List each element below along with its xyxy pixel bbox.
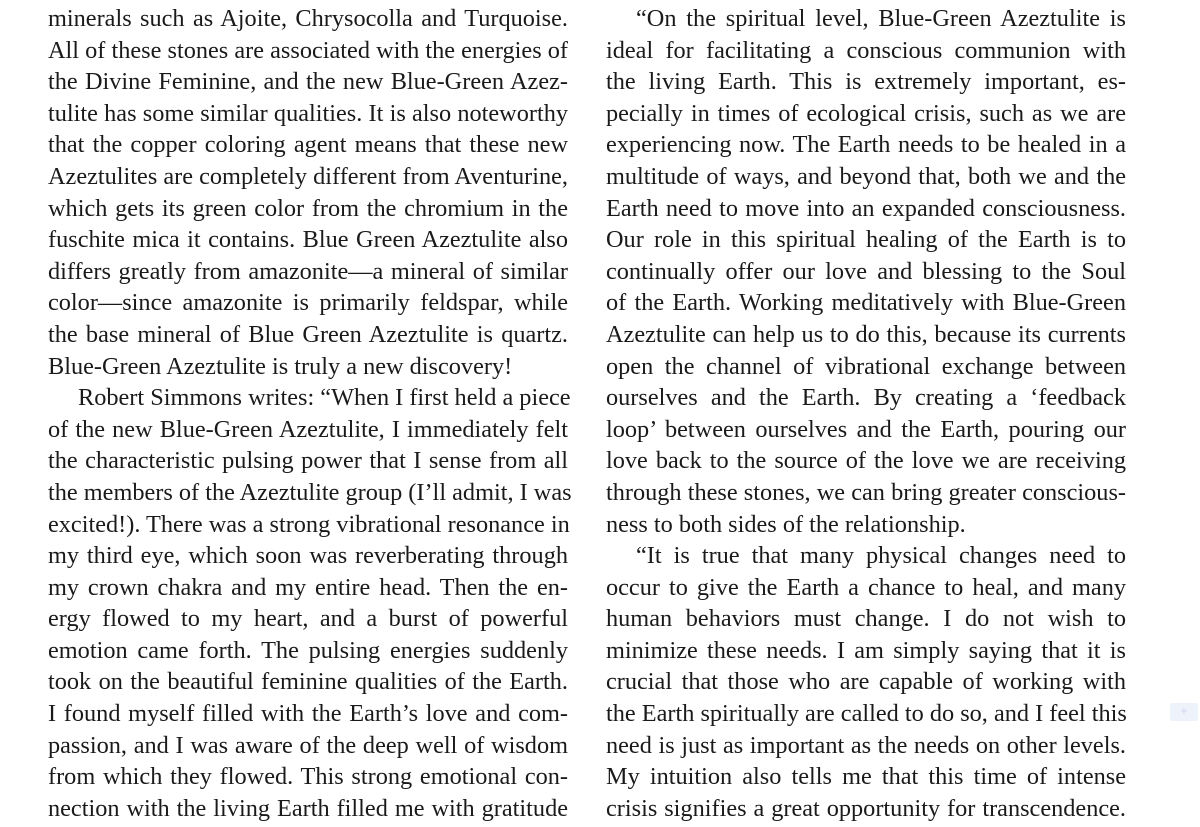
text-line: ergy flowed to my heart, and a burst of powerful [48,605,568,633]
text-line: the living Earth. This is extremely important, es- [606,68,1126,96]
text-line: through these stones, we can bring greater conscious- [606,478,1126,506]
text-line: the members of the Azeztulite group (I’ll admit, I was [48,478,572,506]
text-line: Earth need to move into an expanded consciousness. [606,194,1126,222]
text-line: Azeztulites are completely different from Aventurine, [48,162,568,190]
edge-plus-label: + [1179,706,1189,717]
text-line: need is just as important as the needs on other levels. [606,731,1126,759]
text-line: human behaviors must change. I do not wish to [606,605,1126,633]
text-line: multitude of ways, and beyond that, both we and the [606,162,1126,190]
text-line: Robert Simmons writes: “When I first held a piece [78,384,571,412]
text-line: “On the spiritual level, Blue-Green Azeztulite is [636,5,1126,32]
text-line: the characteristic pulsing power that I sense from all [48,447,568,475]
text-line: which gets its green color from the chromium in the [48,194,568,222]
text-line: emotion came forth. The pulsing energies suddenly [48,636,568,664]
text-line: ourselves and the Earth. By creating a ‘feedback [606,384,1126,412]
text-line: passion, and I was aware of the deep well of wisdom [48,731,568,759]
text-line: ideal for facilitating a conscious communion with [606,36,1126,64]
text-line: the Earth spiritually are called to do so, and I feel this [606,700,1127,728]
text-line: I found myself filled with the Earth’s love and com- [48,700,568,728]
text-line: loop’ between ourselves and the Earth, pouring our [606,415,1126,443]
text-line: ness to both sides of the relationship. [606,510,966,538]
left-text-column [48,0,572,824]
text-line: “It is true that many physical changes need to [636,542,1126,570]
text-line: minerals such as Ajoite, Chrysocolla and Turquoise. [48,5,568,32]
text-line: fuschite mica it contains. Blue Green Azeztulite also [48,226,568,254]
text-line: the base mineral of Blue Green Azeztulite is quartz. [48,320,568,348]
text-line: color—since amazonite is primarily feldspar, while [48,289,568,317]
text-line: my crown chakra and my entire head. Then the en- [48,573,568,601]
text-line: differs greatly from amazonite—a mineral of similar [48,257,568,285]
text-line: continually offer our love and blessing to the Soul [606,257,1126,285]
text-line: the Divine Feminine, and the new Blue-Green Azez- [48,68,568,96]
right-text-column [606,0,1126,824]
text-line: My intuition also tells me that this time of intense [606,763,1126,791]
text-line: experiencing now. The Earth needs to be healed in a [606,131,1126,159]
text-line: crisis signifies a great opportunity for transcendence. [606,794,1126,822]
text-line: my third eye, which soon was reverberating through [48,542,568,570]
text-line: Azeztulite can help us to do this, because its currents [606,320,1126,348]
text-line: minimize these needs. I am simply saying that it is [606,636,1126,664]
text-line: pecially in times of ecological crisis, such as we are [606,99,1126,127]
text-line: crucial that those who are capable of working with [606,668,1126,696]
text-line: nection with the living Earth filled me with gratitude [48,794,568,822]
text-line: tulite has some similar qualities. It is also noteworthy [48,99,568,127]
text-line: open the channel of vibrational exchange between [606,352,1126,380]
text-line: Blue-Green Azeztulite is truly a new discovery! [48,352,513,380]
text-line: occur to give the Earth a chance to heal, and many [606,573,1126,601]
text-line: that the copper coloring agent means that these new [48,131,568,159]
text-line: took on the beautiful feminine qualities of the Earth. [48,668,568,696]
text-line: Our role in this spiritual healing of the Earth is to [606,226,1126,254]
edge-plus-icon[interactable] [1170,703,1198,721]
text-line: from which they flowed. This strong emotional con- [48,763,568,791]
text-line: love back to the source of the love we are receiving [606,447,1126,475]
text-line: All of these stones are associated with the energies of [48,36,568,64]
text-line: of the Earth. Working meditatively with Blue-Green [606,289,1126,317]
text-line: excited!). There was a strong vibrational resonance in [48,510,570,538]
text-line: of the new Blue-Green Azeztulite, I immediately felt [48,415,568,443]
